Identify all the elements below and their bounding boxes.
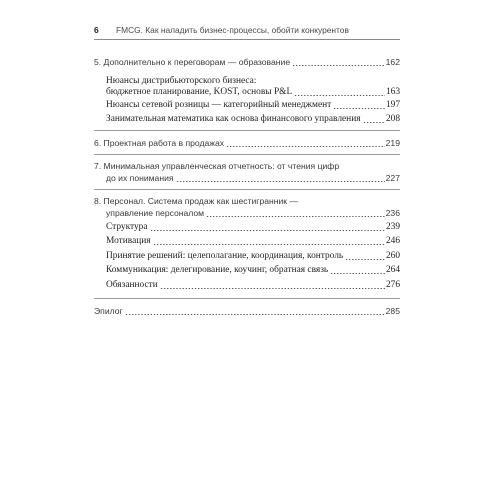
toc-entry-page: 219 <box>385 138 400 148</box>
toc-sub-8-4[interactable] <box>106 264 400 276</box>
dot-leader <box>333 99 385 109</box>
toc-entry-page: 208 <box>385 114 400 124</box>
toc-epilogue[interactable] <box>94 305 400 317</box>
toc-entry-page: 276 <box>385 280 400 290</box>
toc-entry-page: 260 <box>385 251 400 261</box>
dot-leader <box>125 305 385 315</box>
toc-entry-page: 239 <box>385 222 400 232</box>
dot-leader <box>294 86 385 96</box>
toc-sub-5-1[interactable] <box>106 86 400 98</box>
dot-leader <box>206 207 385 217</box>
toc-sub-8-5[interactable] <box>106 279 400 291</box>
toc-entry-title: Эпилог <box>94 306 123 316</box>
toc-entry-page: 246 <box>385 236 400 246</box>
toc-chapter-8-line1[interactable]: 8. Персонал. Система продаж как шестигранник — <box>94 196 299 206</box>
toc-entry-page: 197 <box>385 100 400 110</box>
toc-sub-5-1-line1[interactable]: Нюансы дистрибьюторского бизнеса: <box>106 76 257 86</box>
running-head <box>94 24 414 36</box>
toc-sub-5-3[interactable] <box>106 113 400 125</box>
toc-entry-page: 163 <box>385 87 400 97</box>
toc-entry-title: Коммуникация: делегирование, коучинг, обратная связь <box>106 265 329 275</box>
toc-entry-title: управление персоналом <box>106 208 205 218</box>
toc-entry-title: Нюансы сетевой розницы — категорийный менеджмент <box>106 100 332 110</box>
dot-leader <box>176 172 385 182</box>
section-divider <box>94 298 400 299</box>
toc-entry-page: 227 <box>385 173 400 183</box>
toc-sub-5-2[interactable] <box>106 99 400 111</box>
dot-leader <box>363 113 385 123</box>
toc-entry-title: до их понимания <box>106 173 174 183</box>
toc-entry-title: Обязанности <box>106 280 158 290</box>
toc-entry-title: бюджетное планирование, KOST, основы P&L <box>106 87 293 97</box>
dot-leader <box>153 235 385 245</box>
toc-chapter-7-line1[interactable]: 7. Минимальная управленческая отчетность: от чтения цифр <box>94 161 340 171</box>
toc-entry-page: 236 <box>385 208 400 218</box>
dot-leader <box>330 264 385 274</box>
toc-entry-page: 264 <box>385 265 400 275</box>
toc-entry-page: 285 <box>385 306 400 316</box>
toc-entry-title: 6. Проектная работа в продажах <box>94 138 225 148</box>
dot-leader <box>345 250 385 260</box>
toc-entry-title: Занимательная математика как основа финансового управления <box>106 114 361 124</box>
toc-entry-page: 162 <box>385 57 400 67</box>
toc-sub-8-3[interactable] <box>106 250 400 262</box>
page-number: 6 <box>94 25 99 35</box>
toc-chapter-6[interactable] <box>94 137 400 149</box>
section-divider <box>94 189 400 190</box>
toc-chapter-8[interactable] <box>106 207 400 219</box>
toc-sub-8-1[interactable] <box>106 221 400 233</box>
section-divider <box>94 154 400 155</box>
dot-leader <box>292 56 385 66</box>
header-divider <box>94 39 400 40</box>
toc-sub-8-2[interactable] <box>106 235 400 247</box>
toc-entry-title: Принятие решений: целеполагание, координация, контроль <box>106 251 344 261</box>
toc-entry-title: Мотивация <box>106 236 151 246</box>
dot-leader <box>150 221 385 231</box>
book-title: FMCG. Как наладить бизнес-процессы, обойти конкурентов <box>116 25 349 35</box>
toc-chapter-7[interactable] <box>106 172 400 184</box>
toc-entry-title: Структура <box>106 222 148 232</box>
section-divider <box>94 130 400 131</box>
dot-leader <box>226 137 385 147</box>
dot-leader <box>160 279 385 289</box>
toc-entry-title: 5. Дополнительно к переговорам — образование <box>94 57 291 67</box>
toc-chapter-5[interactable] <box>94 56 400 68</box>
